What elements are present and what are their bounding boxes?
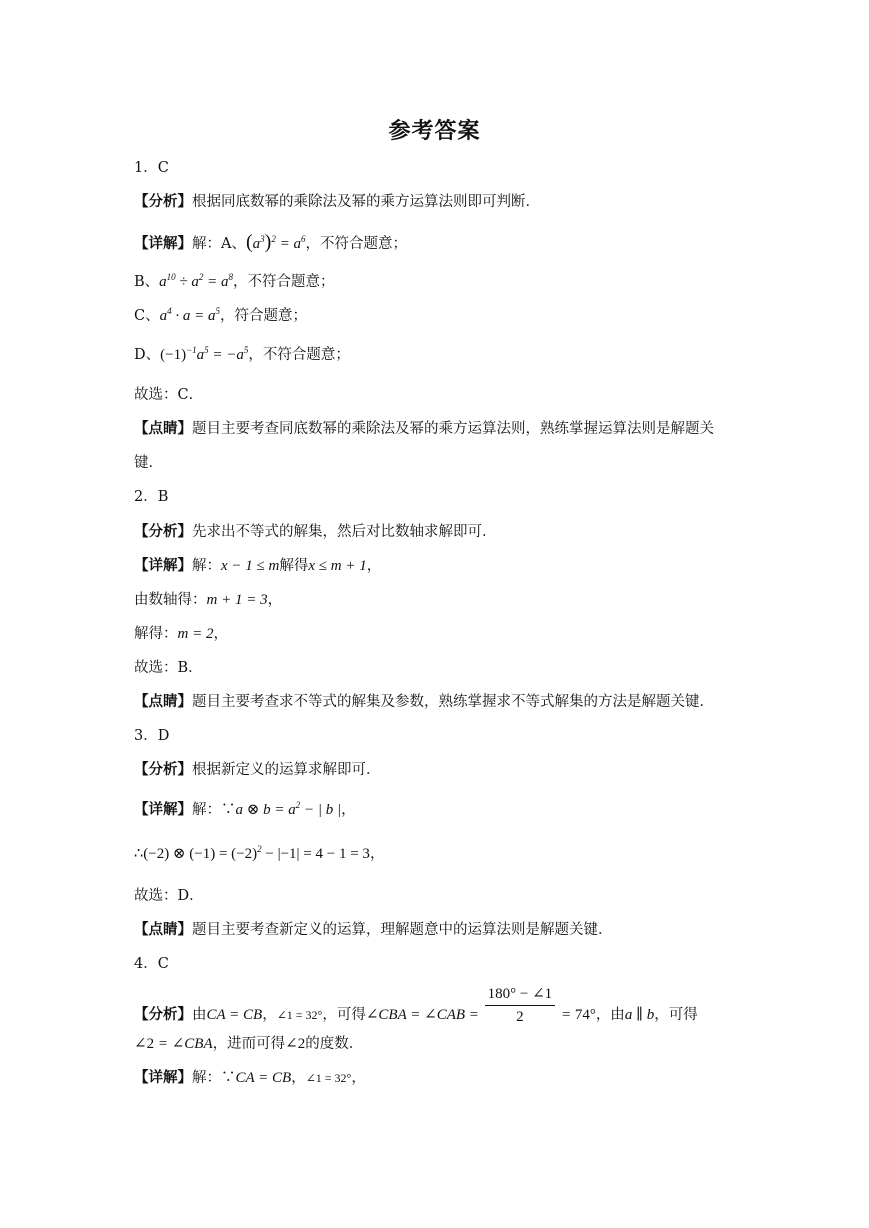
q4-number: 4．C [134,956,169,972]
comment-tag: 【点睛】 [134,922,192,938]
detail-tag: 【详解】 [134,1070,192,1086]
q2-choice: 故选：B． [134,660,203,676]
q2-formula-1: x − 1 ≤ m [221,558,280,574]
q2-detail: 【详解】解：x − 1 ≤ m解得x ≤ m + 1， [134,558,382,574]
q3-computation: (−2) ⊗ $(-1) = (-2)^2 - |-1| = 4 - 1 = 3$ [143,844,370,862]
q1-d-tail: ，不符合题意； [248,347,350,363]
q1-option-b [134,272,335,292]
q4-analysis-head: 由 [192,1006,207,1023]
q2-number: 2．B [134,489,169,505]
q2-mid: 解得 [279,558,309,574]
detail-tag: 【详解】 [134,558,192,574]
q4-eq-2: ∠CBA = ∠CAB = $\frac{180^\circ - \angle 1}{2}$ = 74° [365,986,596,1025]
q1-comment-text: 题目主要考查同底数幂的乘除法及幂的乘方运算法则，熟练掌握运算法则是解题关 [192,421,714,437]
q3-comment [134,920,613,940]
q1-detail-intro: 解：A、 [192,236,246,252]
q1-detail-a [134,232,407,254]
q1-option-c [134,306,307,326]
q1-formula-a: $(a^3)^2 = a^6$ [245,231,306,253]
q1-number: 1．C [134,160,169,176]
q3-analysis-text: 根据新定义的运算求解即可． [192,762,381,778]
q2-step2: 由数轴得：m + 1 = 3， [134,592,283,608]
q1-c-head: C、 [134,308,160,324]
q2-step2-head: 由数轴得： [134,592,207,608]
q3-detail: 【详解】解：∵a ⊗ $b = a^2$ − | b |， [134,800,356,818]
q4-line2-end: 的度数． [305,1036,364,1052]
q2-formula-2: x ≤ m + 1 [308,558,367,574]
q3-analysis [134,760,381,780]
q1-formula-b: $a^{10} \div a^2 = a^8$ [159,272,234,290]
q3-compute: ∴(−2) ⊗ $(-1) = (-2)^2 - |-1| = 4 - 1 = 3$， [134,844,385,862]
q1-analysis-text: 根据同底数幂的乘除法及幂的乘方运算法则即可判断． [192,194,540,210]
comment-tag: 【点睛】 [134,421,192,437]
analysis-tag: 【分析】 [134,762,192,778]
q1-analysis [134,192,540,212]
q1-comment [134,419,714,439]
q2-step3-head: 解得： [134,626,178,642]
q4-analysis: 【分析】由CA = CB，∠1 = 32°，可得∠CBA = ∠CAB = $\frac{180^\circ - \angle 1}{2}$ = 74°，由a ∥ b，可得 [134,986,698,1025]
q4-analysis-cont [134,1034,363,1054]
q1-d-head: D、 [134,347,161,363]
q1-formula-d: $(-1)^{-1}a^5 = -a^5$ [160,345,249,363]
q4-mid1: ，可得 [322,1006,366,1023]
q2-formula-4: m = 2 [177,626,214,642]
q1-a-tail: ，不符合题意； [305,236,407,252]
q3-detail-intro: 解：∵ [192,802,236,818]
q1-option-d [134,345,350,365]
q2-analysis-text: 先求出不等式的解集，然后对比数轴求解即可． [192,524,497,540]
q4-parallel: a ∥ b [624,1006,655,1023]
q3-definition: a ⊗ $b = a^2$ − | b | [235,800,342,818]
q1-formula-c: $a^4 \cdot a = a^5$ [159,306,220,324]
q3-comment-text: 题目主要考查新定义的运算，理解题意中的运算法则是解题关键． [192,922,613,938]
q2-formula-3: m + 1 = 3 [206,592,268,608]
detail-tag: 【详解】 [134,802,192,818]
q4-mid2: ，由 [595,1006,625,1023]
q4-eq-1: CA = CB [206,1006,263,1023]
q4-mid3: ，可得 [654,1006,698,1023]
q2-analysis [134,522,497,542]
q2-detail-intro: 解： [192,558,221,574]
q1-b-head: B、 [134,274,160,290]
analysis-tag: 【分析】 [134,194,192,210]
q2-comment [134,692,714,712]
q3-therefore: ∴ [134,846,144,862]
q2-step3: 解得：m = 2， [134,626,228,642]
q1-c-tail: ，符合题意； [219,308,307,324]
q1-choice: 故选：C． [134,387,204,403]
page-title: 参考答案 [388,119,481,144]
analysis-tag: 【分析】 [134,524,192,540]
q3-number: 3．D [134,728,170,744]
q4-angle-2: ∠2 [285,1036,306,1052]
analysis-tag: 【分析】 [134,1006,192,1023]
q4-detail-intro: 解：∵ [192,1070,236,1086]
q2-comment-text: 题目主要考查求不等式的解集及参数，熟练掌握求不等式解集的方法是解题关键． [192,694,714,710]
q1-b-tail: ，不符合题意； [233,274,335,290]
comment-tag: 【点睛】 [134,694,192,710]
q4-angle-3: ∠1 = 32° [305,1071,352,1085]
detail-tag: 【详解】 [134,236,192,252]
q4-line2-tail: ，进而可得 [212,1036,286,1052]
q4-eq-4: CA = CB [235,1070,292,1086]
q3-choice: 故选：D． [134,888,204,904]
q1-comment-cont: 键． [134,455,163,471]
q4-eq-3: ∠2 = ∠CBA [134,1036,213,1052]
q4-detail: 【详解】解：∵CA = CB，∠1 = 32°， [134,1070,366,1086]
q4-angle-1: ∠1 = 32° [276,1007,323,1022]
